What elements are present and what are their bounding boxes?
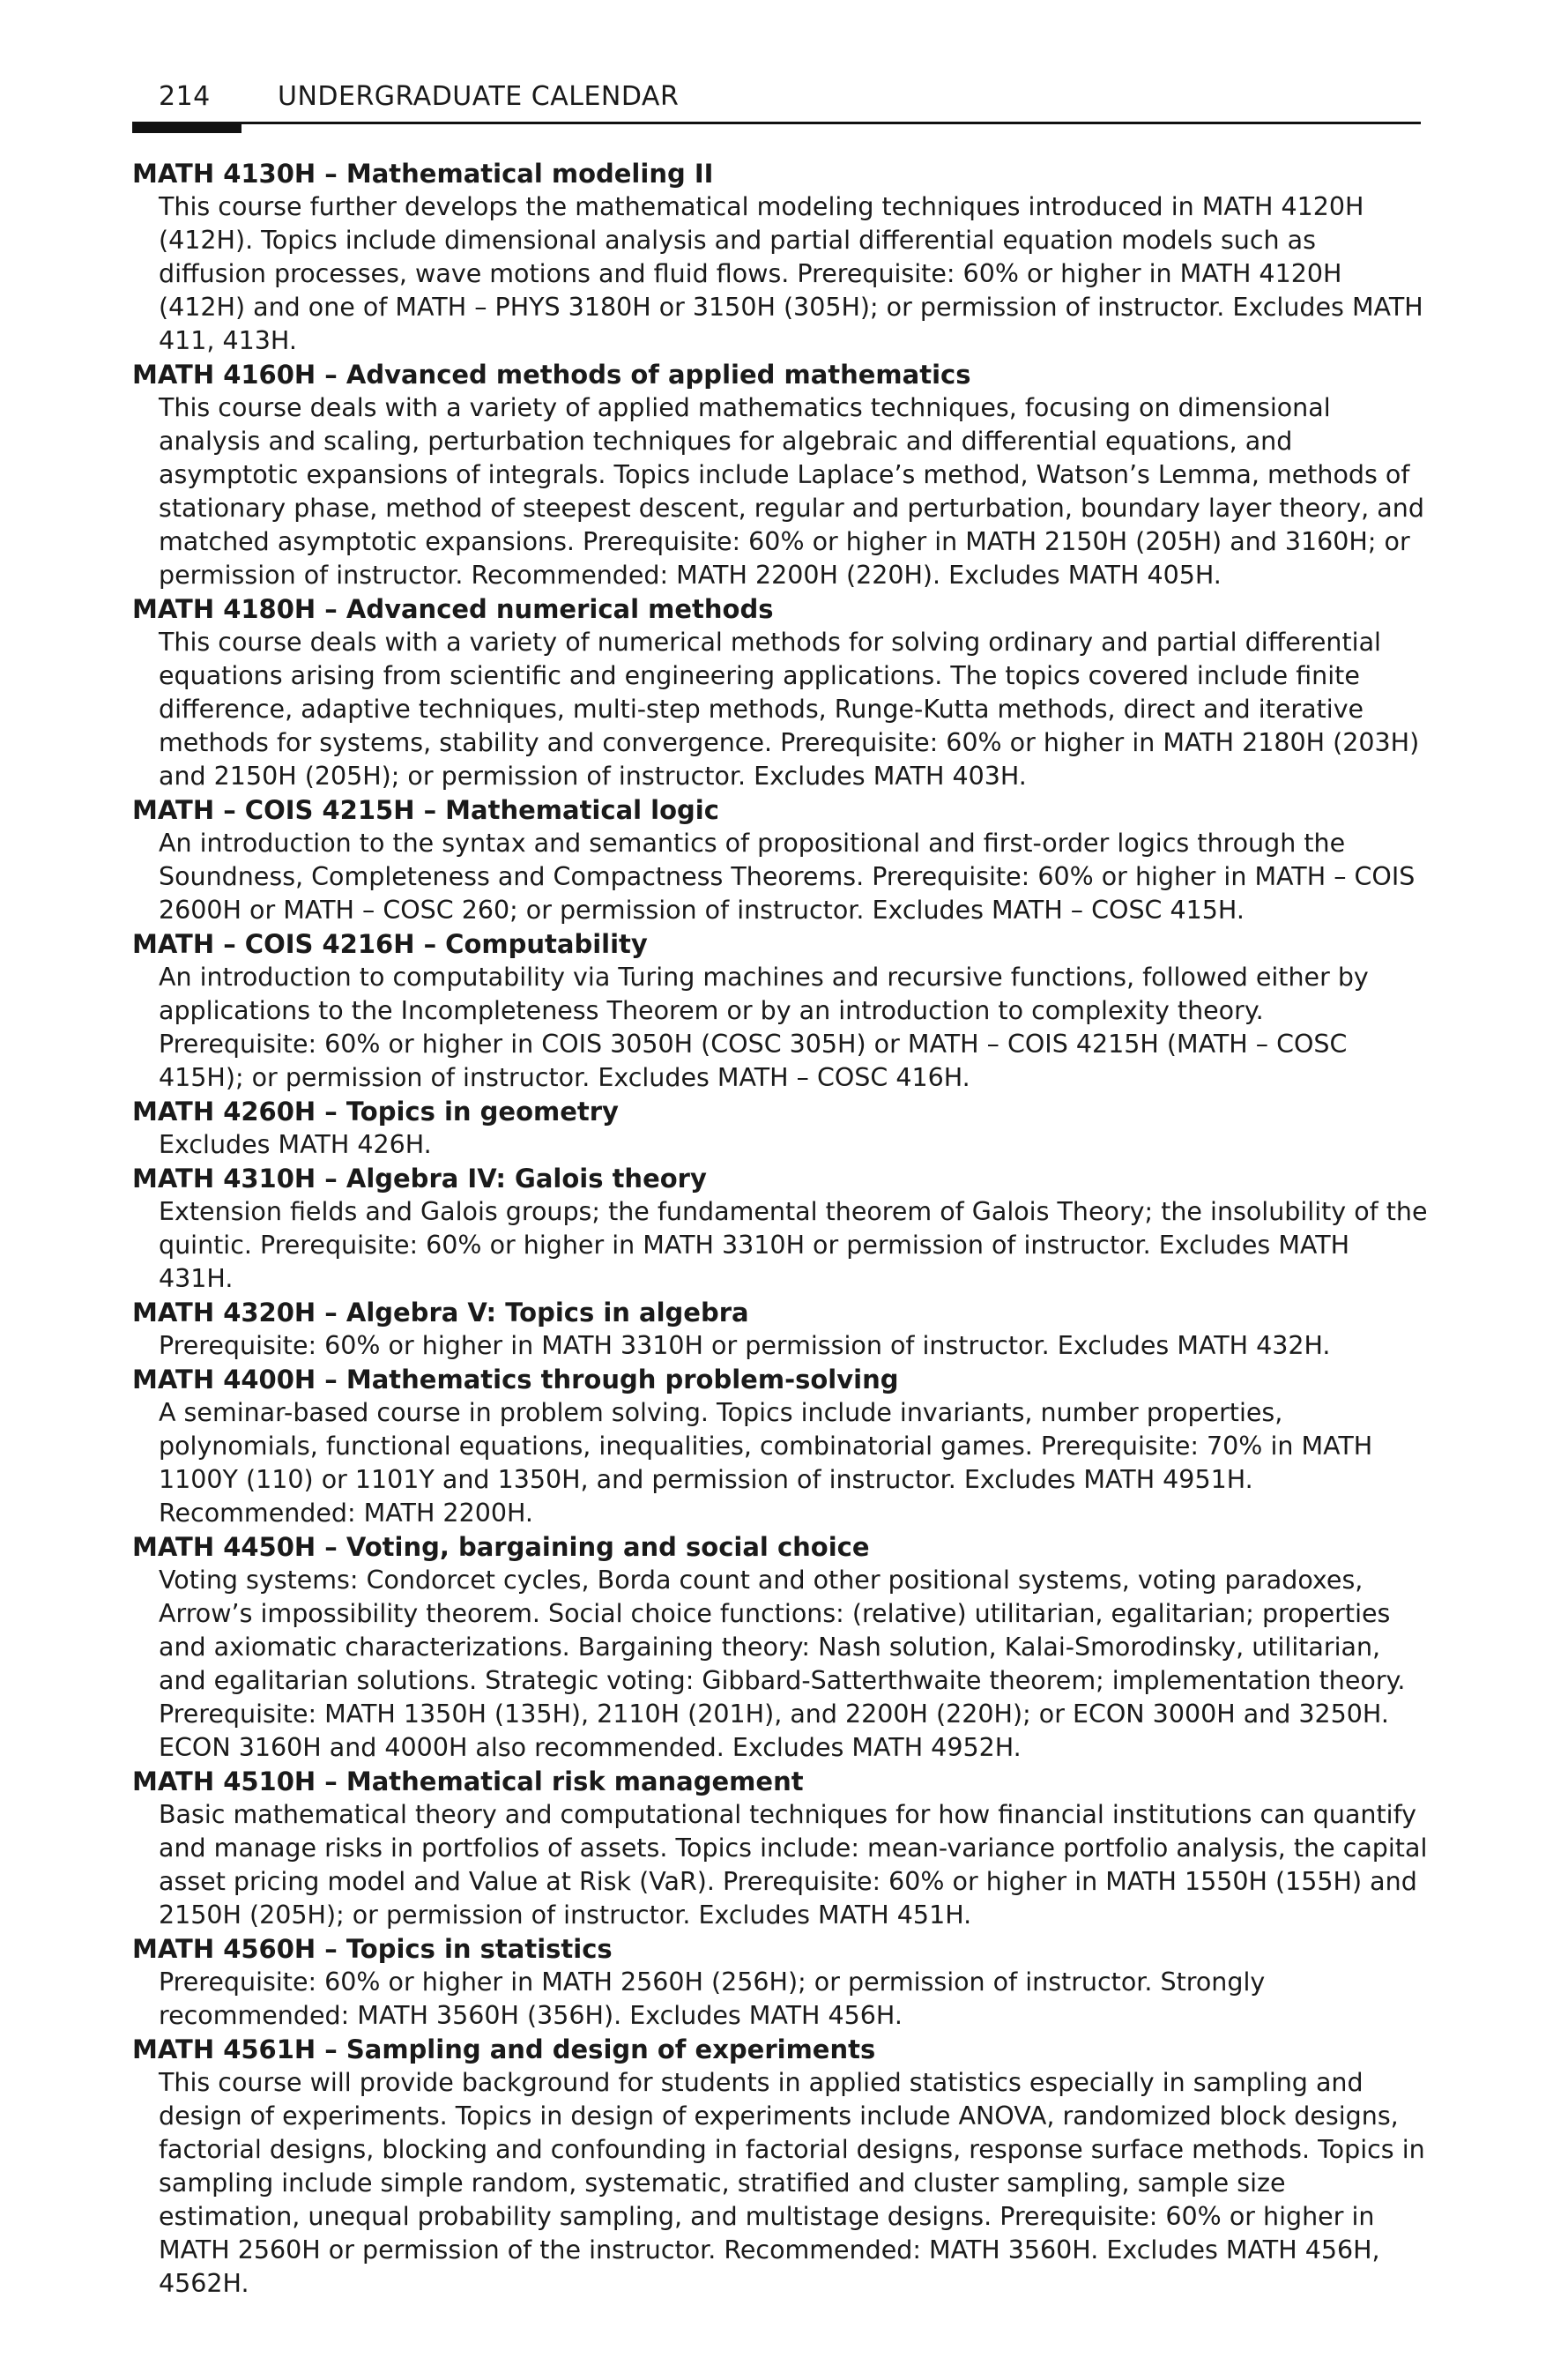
course-description: An introduction to the syntax and semantics of propositional and first-order logics through the Soundness, Completeness and Compactness Theorems. Prerequisite: 60% or higher in MATH – COIS 2600H or MATH – COSC 260; or permission of instructor. Excludes MATH – COSC 415H. [159,829,1416,925]
course-description: A seminar-based course in problem solving. Topics include invariants, number properties, polynomials, functional equations, inequalities, combinatorial games. Prerequisite: 70% in MATH 1100Y (110) or 1101Y and 1350H, and permission of instructor. Excludes MATH 4951H. Recommended: MATH 2200H. [159,1398,1373,1528]
course-entry [132,157,1428,358]
course-title: MATH 4400H – Mathematics through problem-solving [132,1365,899,1395]
course-entry [132,1095,1428,1162]
course-title: MATH 4260H – Topics in geometry [132,1097,619,1127]
course-title: MATH 4180H – Advanced numerical methods [132,594,774,624]
header-rule [132,122,1421,124]
header-rule-tab [132,122,241,133]
page-header [132,81,1419,112]
course-entry [132,592,1428,793]
course-description: Basic mathematical theory and computational techniques for how financial institutions can quantify and manage risks in portfolios of assets. Topics include: mean-variance portfolio analysis, the capital asset pricing model and Value at Risk (VaR). Prerequisite: 60% or higher in MATH 1550H (155H) and 2150H (205H); or permission of instructor. Excludes MATH 451H. [159,1800,1428,1930]
course-entry [132,2033,1428,2301]
course-title: MATH 4510H – Mathematical risk management [132,1766,804,1796]
course-entry [132,1765,1428,1932]
course-description: Extension fields and Galois groups; the fundamental theorem of Galois Theory; the insolubility of the quintic. Prerequisite: 60% or higher in MATH 3310H or permission of instructor. Excludes MATH 431H. [159,1197,1428,1293]
course-title: MATH 4310H – Algebra IV: Galois theory [132,1164,707,1194]
course-entry [132,358,1428,592]
course-title: MATH 4320H – Algebra V: Topics in algebra [132,1298,749,1328]
course-entry [132,1363,1428,1530]
page-number: 214 [159,81,211,112]
course-description: Excludes MATH 426H. [159,1130,432,1159]
course-entry [132,1296,1428,1363]
course-description: This course deals with a variety of applied mathematics techniques, focusing on dimensional analysis and scaling, perturbation techniques for algebraic and differential equations, and asymptotic expansions of integrals. Topics include Laplace’s method, Watson’s Lemma, methods of stationary phase, method of steepest descent, regular and perturbation, boundary layer theory, and matched asymptotic expansions. Prerequisite: 60% or higher in MATH 2150H (205H) and 3160H; or permission of instructor. Recommended: MATH 2200H (220H). Excludes MATH 405H. [159,393,1424,590]
course-entry [132,1162,1428,1296]
course-description: An introduction to computability via Turing machines and recursive functions, followed either by applications to the Incompleteness Theorem or by an introduction to complexity theory. Prerequisite: 60% or higher in COIS 3050H (COSC 305H) or MATH – COIS 4215H (MATH – COSC 415H); or permission of instructor. Excludes MATH – COSC 416H. [159,963,1369,1092]
course-title: MATH – COIS 4216H – Computability [132,929,648,959]
course-entry [132,793,1428,927]
course-title: MATH – COIS 4215H – Mathematical logic [132,795,719,825]
course-entry [132,927,1428,1095]
course-title: MATH 4450H – Voting, bargaining and social choice [132,1532,870,1562]
course-list [132,157,1428,2301]
course-description: Voting systems: Condorcet cycles, Borda count and other positional systems, voting paradoxes, Arrow’s impossibility theorem. Social choice functions: (relative) utilitarian, egalitarian; properties and axiomatic characterizations. Bargaining theory: Nash solution, Kalai-Smorodinsky, utilitarian, and egalitarian solutions. Strategic voting: Gibbard-Satterthwaite theorem; implementation theory. Prerequisite: MATH 1350H (135H), 2110H (201H), and 2200H (220H); or ECON 3000H and 3250H. ECON 3160H and 4000H also recommended. Excludes MATH 4952H. [159,1566,1406,1762]
course-description: This course further develops the mathematical modeling techniques introduced in MATH 4120H (412H). Topics include dimensional analysis and partial differential equation models such as diffusion processes, wave motions and fluid flows. Prerequisite: 60% or higher in MATH 4120H (412H) and one of MATH – PHYS 3180H or 3150H (305H); or permission of instructor. Excludes MATH 411, 413H. [159,192,1423,355]
course-description: Prerequisite: 60% or higher in MATH 2560H (256H); or permission of instructor. Strongly recommended: MATH 3560H (356H). Excludes MATH 456H. [159,1967,1266,2030]
course-description: This course will provide background for students in applied statistics especially in sampling and design of experiments. Topics in design of experiments include ANOVA, randomized block designs, factorial designs, blocking and confounding in factorial designs, response surface methods. Topics in sampling include simple random, systematic, stratified and cluster sampling, sample size estimation, unequal probability sampling, and multistage designs. Prerequisite: 60% or higher in MATH 2560H or permission of the instructor. Recommended: MATH 3560H. Excludes MATH 456H, 4562H. [159,2068,1425,2298]
course-title: MATH 4160H – Advanced methods of applied mathematics [132,360,971,390]
course-description: This course deals with a variety of numerical methods for solving ordinary and partial differential equations arising from scientific and engineering applications. The topics covered include finite difference, adaptive techniques, multi-step methods, Runge-Kutta methods, direct and iterative methods for systems, stability and convergence. Prerequisite: 60% or higher in MATH 2180H (203H) and 2150H (205H); or permission of instructor. Excludes MATH 403H. [159,628,1420,791]
course-title: MATH 4561H – Sampling and design of experiments [132,2034,876,2064]
course-description: Prerequisite: 60% or higher in MATH 3310H or permission of instructor. Excludes MATH 432H. [159,1331,1331,1360]
course-entry [132,1932,1428,2033]
course-entry [132,1530,1428,1765]
course-title: MATH 4560H – Topics in statistics [132,1934,613,1964]
running-title: UNDERGRADUATE CALENDAR [278,81,680,112]
course-title: MATH 4130H – Mathematical modeling II [132,159,714,189]
